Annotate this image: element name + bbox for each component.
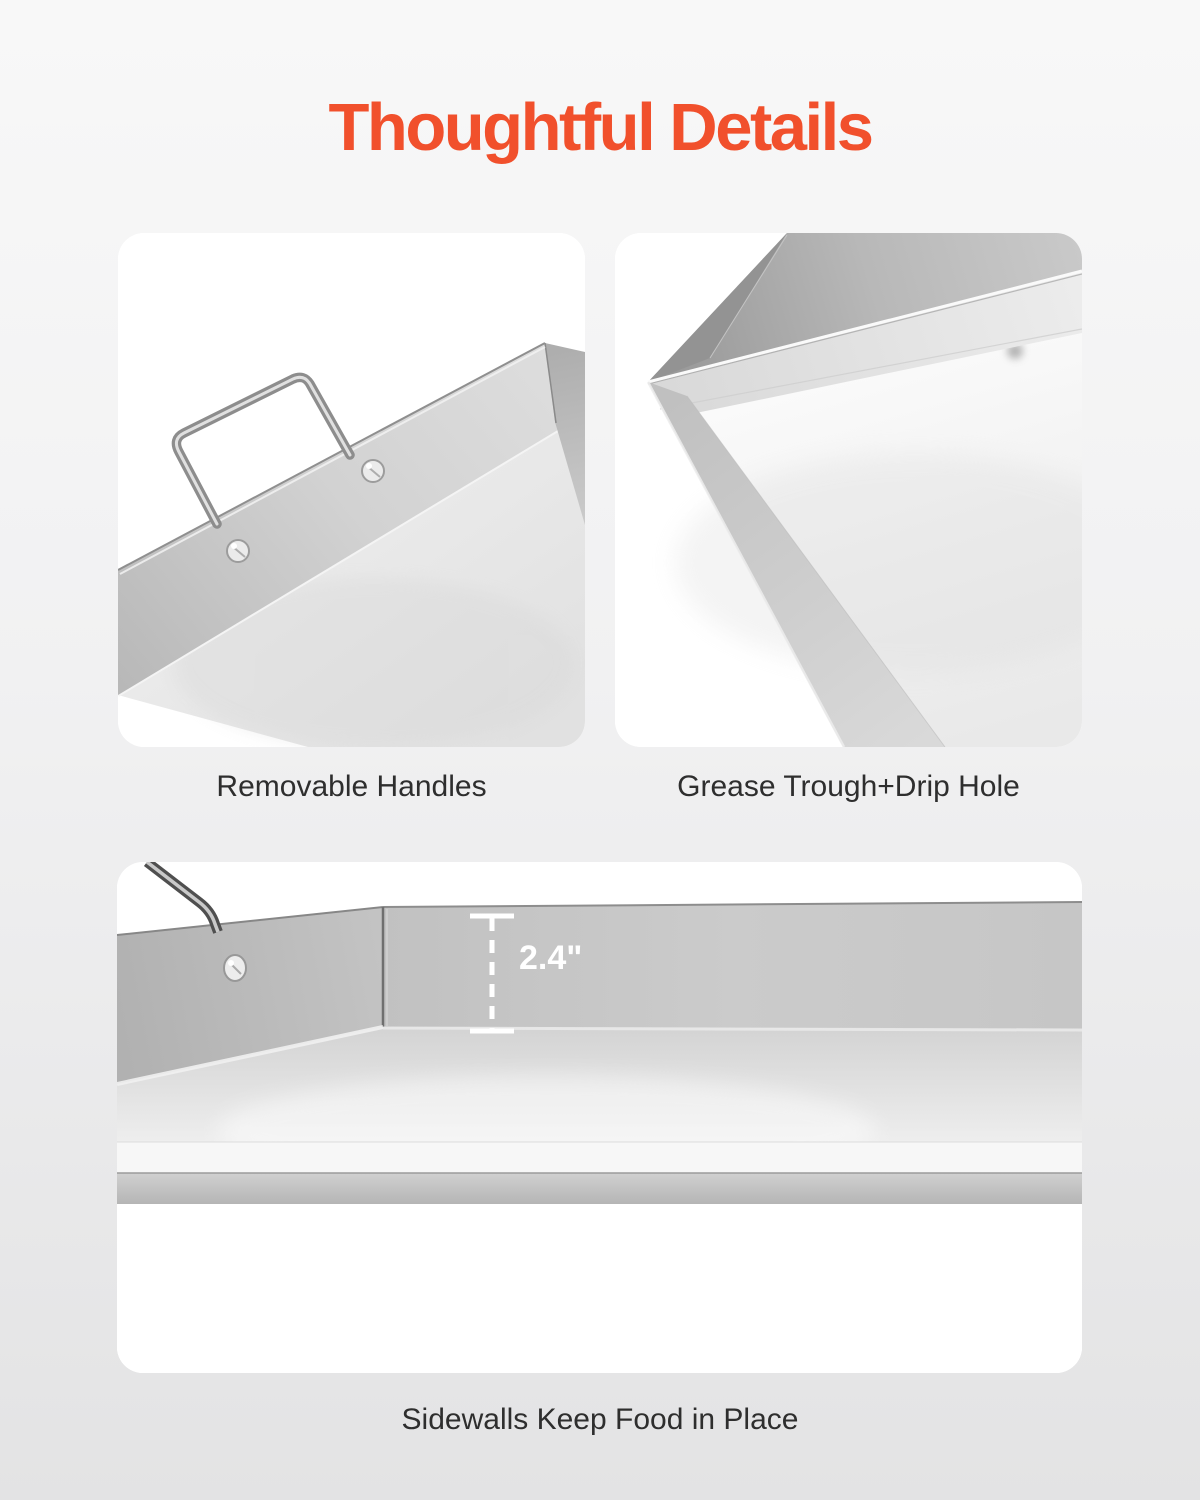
- feature-caption-removable-handles: Removable Handles: [216, 770, 487, 803]
- screw: [362, 460, 384, 482]
- feature-caption-sidewalls: Sidewalls Keep Food in Place: [401, 1403, 799, 1436]
- feature-caption-grease-trough: Grease Trough+Drip Hole: [677, 770, 1020, 803]
- removable-handles-photo: [118, 233, 585, 747]
- feature-card-sidewalls: [117, 862, 1082, 1373]
- screw: [227, 540, 249, 562]
- back-sidewall: [383, 902, 1082, 1029]
- feature-card-removable-handles: [118, 233, 585, 747]
- front-rim: [117, 1142, 1082, 1373]
- screw: [224, 955, 246, 981]
- sidewalls-photo: [117, 862, 1082, 1373]
- measurement-label: 2.4": [519, 939, 583, 977]
- feature-card-grease-trough: [615, 233, 1082, 747]
- grease-trough-photo: [615, 233, 1082, 747]
- page-title: Thoughtful Details: [328, 90, 872, 165]
